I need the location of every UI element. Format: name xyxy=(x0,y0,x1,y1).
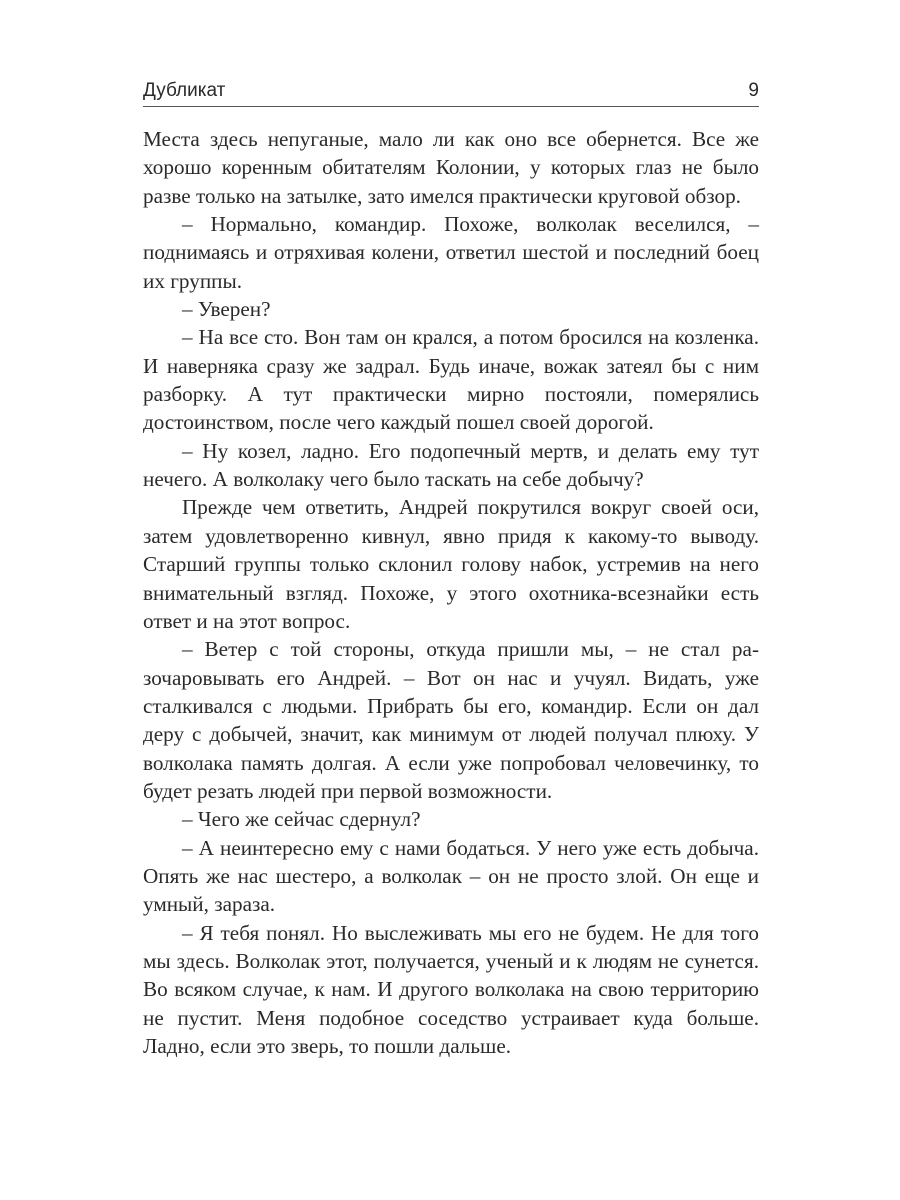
paragraph: – Ну козел, ладно. Его подопечный мертв, и делать ему тут нечего. А волколаку чего было таскать на себе добычу? xyxy=(143,438,759,492)
paragraph: – Нормально, командир. Похоже, волколак веселился, – поднимаясь и отряхивая колени, ответил шестой и последний боец их группы. xyxy=(143,212,759,293)
paragraph: – На все сто. Вон там он крался, а потом бросился на козленка. И наверняка сразу же задрал. Будь иначе, вожак затеял бы с ним разборку. А тут практически мирно постояли, померялись достоинством, после чего каждый пошел своей дорогой. xyxy=(143,325,759,435)
paragraph: – Ветер с той стороны, откуда пришли мы, – не стал разочаровывать его Андрей. – Вот он нас и учуял. Видать, уже сталкивался с людьми. Прибрать бы его, командир. Если он дал деру с добычей, значит, как минимум от людей получал плюху. У волколака память долгая. А если уже попробовал человечинку, то будет резать людей при первой возможности. xyxy=(143,637,759,803)
page-number: 9 xyxy=(748,80,759,101)
paragraph: – Я тебя понял. Но выслеживать мы его не будем. Не для того мы здесь. Волколак этот, получается, ученый и к людям не сунется. Во всяком случае, к нам. И другого волколака на свою территорию не пустит. Меня подобное соседство устраивает куда больше. Ладно, если это зверь, то пошли дальше. xyxy=(143,920,759,1058)
book-title: Дубликат xyxy=(143,80,226,101)
paragraph: Прежде чем ответить, Андрей покрутился вокруг своей оси, затем удовлетворенно кивнул, явно придя к какому-то выводу. Старший группы только склонил голову набок, устремив на него внимательный взгляд. Похоже, у этого охотника-всезнайки есть ответ и на этот вопрос. xyxy=(143,495,759,633)
paragraph: – Уверен? xyxy=(182,297,271,322)
body-text xyxy=(143,125,759,1060)
paragraph: – А неинтересно ему с нами бодаться. У него уже есть добыча. Опять же нас шестеро, а волколак – он не просто злой. Он еще и умный, зараза. xyxy=(143,835,759,917)
paragraph: – Чего же сейчас сдернул? xyxy=(182,807,421,832)
book-page xyxy=(143,74,759,1060)
paragraph: Места здесь непуганые, мало ли как оно все обернется. Все же хорошо коренным обитателям Колонии, у которых глаз не было разве только на затылке, зато имелся практически круговой обзор. xyxy=(143,127,759,208)
running-header xyxy=(143,74,759,107)
